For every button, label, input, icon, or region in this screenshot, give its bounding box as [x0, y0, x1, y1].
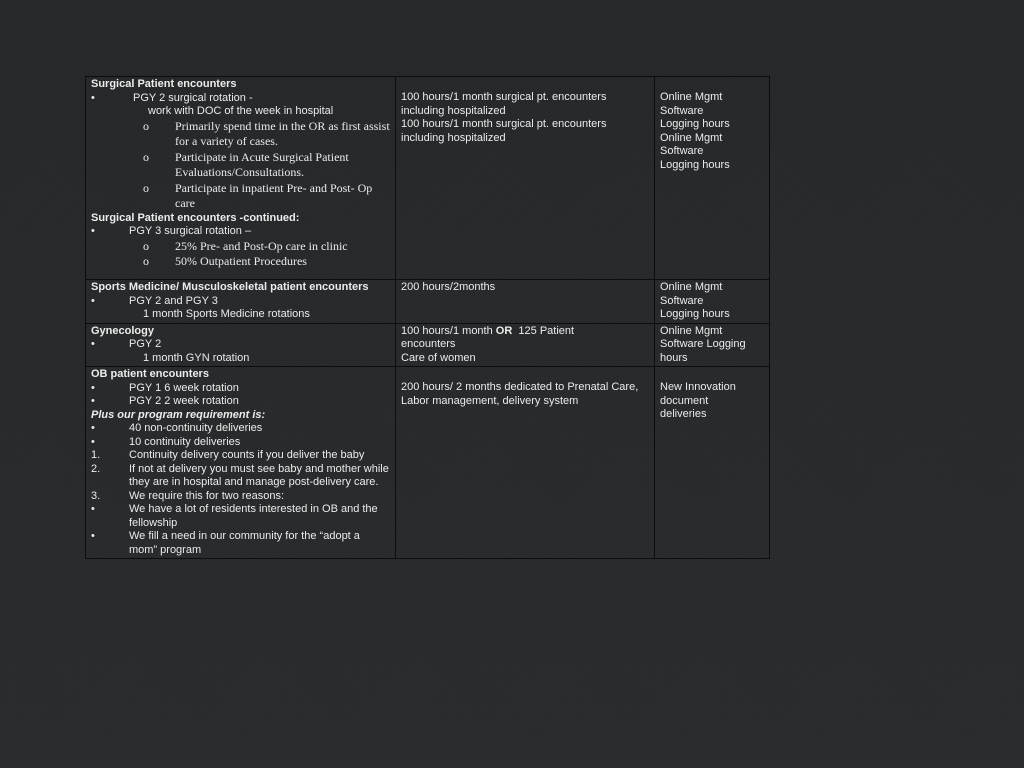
bullet-icon: •: [91, 381, 95, 394]
requirements-table: [85, 76, 770, 559]
ob-item: We fill a need in our community for the “adopt a mom” program: [129, 530, 360, 556]
ob-item: PGY 1 6 week rotation: [129, 381, 239, 394]
surgical-sub-item: Primarily spend time in the OR as first assist for a variety of cases.: [175, 118, 390, 148]
list-item: [91, 395, 391, 409]
sports-title: Sports Medicine/ Musculoskeletal patient encounters: [91, 281, 369, 293]
list-item: [91, 490, 391, 504]
tracking-line: New Innovation: [660, 381, 736, 393]
ob-item: PGY 2 2 week rotation: [129, 395, 239, 407]
table-row-ob: [86, 367, 770, 559]
list-item: [91, 422, 391, 436]
ob-tracking-cell: [655, 367, 770, 559]
ob-item: 10 continuity deliveries: [129, 435, 241, 448]
bullet-icon: •: [91, 530, 95, 542]
gyn-pgy-text: PGY 2: [129, 338, 162, 350]
surgical-pgy3-text: PGY 3 surgical rotation –: [129, 225, 252, 237]
gyn-hours-or: OR: [495, 324, 513, 337]
tracking-line: Online Mgmt: [660, 324, 723, 337]
list-item: [91, 503, 391, 530]
tracking-line: Software: [660, 294, 704, 307]
surgical-tracking-cell: [655, 77, 770, 280]
list-item: [91, 181, 391, 212]
surgical-hours-line: 100 hours/1 month surgical pt. encounters including hospitalized: [401, 91, 607, 117]
tracking-line: Online Mgmt: [660, 281, 723, 293]
list-item: [91, 338, 391, 352]
list-item: [91, 254, 391, 270]
bullet-icon: •: [91, 435, 95, 448]
ob-item: We have a lot of residents interested in OB and the fellowship: [129, 503, 378, 529]
list-number: 2.: [91, 462, 101, 475]
ob-title: OB patient encounters: [91, 368, 209, 380]
bullet-icon: •: [91, 225, 95, 237]
list-item: [91, 530, 391, 557]
bullet-icon: •: [91, 422, 95, 434]
surgical-sub-item: 50% Outpatient Procedures: [175, 254, 307, 268]
bullet-icon: •: [91, 294, 95, 307]
circle-bullet-icon: o: [143, 180, 149, 195]
circle-bullet-icon: o: [143, 238, 149, 253]
ob-item: 40 non-continuity deliveries: [129, 422, 263, 434]
sports-description-cell: [86, 280, 396, 324]
list-item: [91, 92, 391, 106]
tracking-line: Logging hours: [660, 158, 730, 171]
gyn-title: Gynecology: [91, 324, 154, 337]
gyn-hours-post: 125 Patient: [512, 324, 575, 337]
gyn-hours-line: [401, 325, 650, 339]
gyn-hours-cell: [396, 323, 655, 367]
sports-hours-text: 200 hours/2months: [401, 281, 496, 293]
program-requirement-heading: Plus our program requirement is:: [91, 408, 266, 421]
surgical-sub-item: 25% Pre- and Post-Op care in clinic: [175, 238, 348, 253]
bullet-icon: •: [91, 91, 95, 104]
list-number: 1.: [91, 449, 101, 461]
circle-bullet-icon: o: [143, 149, 149, 164]
list-item: [91, 449, 391, 463]
tracking-line: Logging hours: [660, 118, 730, 130]
tracking-line: Online Mgmt: [660, 131, 723, 144]
bullet-icon: •: [91, 338, 95, 350]
surgical-title: Surgical Patient encounters: [91, 78, 237, 90]
surgical-sub-item: Participate in Acute Surgical Patient Evaluations/Consultations.: [175, 149, 349, 179]
list-item: [91, 382, 391, 396]
table-row-sports-medicine: [86, 280, 770, 324]
gyn-tracking-cell: [655, 323, 770, 367]
tracking-line: hours: [660, 351, 688, 364]
ob-description-cell: [86, 367, 396, 559]
ob-hours-cell: [396, 367, 655, 559]
bullet-icon: •: [91, 503, 95, 515]
surgical-hours-cell: [396, 77, 655, 280]
list-item: [91, 463, 391, 490]
list-number: 3.: [91, 489, 101, 502]
gyn-description-cell: [86, 323, 396, 367]
ob-hours-text: 200 hours/ 2 months dedicated to Prenatal Care, Labor management, delivery system: [401, 381, 639, 407]
ob-numbered-item: Continuity delivery counts if you deliver the baby: [129, 449, 365, 461]
bullet-icon: •: [91, 395, 95, 407]
tracking-line: document: [660, 394, 709, 407]
circle-bullet-icon: o: [143, 118, 149, 133]
ob-numbered-item: We require this for two reasons:: [129, 489, 285, 502]
sports-hours-cell: [396, 280, 655, 324]
tracking-line: Software: [660, 145, 704, 157]
gyn-hours-line3: Care of women: [401, 351, 476, 364]
list-item: [91, 119, 391, 150]
sports-pgy-text: PGY 2 and PGY 3: [129, 294, 218, 307]
tracking-line: deliveries: [660, 408, 707, 420]
tracking-line: Online Mgmt: [660, 91, 723, 103]
list-item: [91, 295, 391, 309]
gyn-hours-line2: encounters: [401, 338, 456, 350]
list-item: [91, 239, 391, 255]
list-item: [91, 225, 391, 239]
list-item: [91, 436, 391, 450]
surgical-hours-line: 100 hours/1 month surgical pt. encounters including hospitalized: [401, 118, 607, 144]
gyn-hours-pre: 100 hours/1 month: [401, 324, 496, 337]
sports-tracking-cell: [655, 280, 770, 324]
surgical-description-cell: [86, 77, 396, 280]
surgical-sub-item: Participate in inpatient Pre- and Post- Op care: [175, 180, 373, 210]
surgical-continued-title: Surgical Patient encounters -continued:: [91, 211, 300, 224]
surgical-pgy2-text: PGY 2 surgical rotation -: [133, 91, 253, 104]
tracking-line: Software: [660, 104, 704, 117]
table-row-surgical: [86, 77, 770, 280]
table-row-gynecology: [86, 323, 770, 367]
gyn-rotation-text: 1 month GYN rotation: [143, 351, 250, 364]
sports-rotation-text: 1 month Sports Medicine rotations: [143, 308, 310, 320]
tracking-line: Logging hours: [660, 308, 730, 320]
ob-numbered-item: If not at delivery you must see baby and mother while they are in hospital and manage post-delivery care.: [129, 462, 389, 488]
surgical-pgy2-cont: work with DOC of the week in hospital: [148, 105, 334, 117]
tracking-line: Software Logging: [660, 338, 746, 350]
circle-bullet-icon: o: [143, 254, 149, 268]
list-item: [91, 150, 391, 181]
